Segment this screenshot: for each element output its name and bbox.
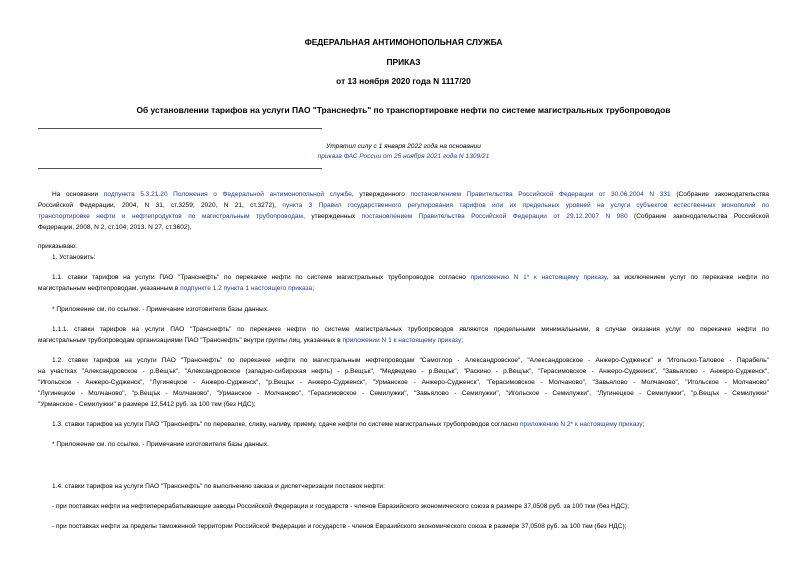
doc-title: Об установлении тарифов на услуги ПАО "Транснефть" по транспортировке нефти по системе магистральных трубопроводов <box>136 105 671 115</box>
footnote-1: * Приложение см. по ссылке. - Примечание изготовителя базы данных. <box>52 306 269 313</box>
order-word: приказываю: <box>38 243 77 250</box>
preamble-line-2: Российской Федерации, 2004, N 31, ст.3259; 2020, N 21, ст.3272), пункта 3 Правил государственного регулирования тарифов или их предельных уровней на услуги субъектов естественных монополий по <box>38 202 770 209</box>
footnote-2: * Приложение см. по ссылке. - Примечание изготовителя базы данных. <box>52 441 269 448</box>
revision-note: Утратил силу с 1 января 2022 года на основании <box>326 143 481 150</box>
revision-link[interactable]: приказа ФАС России от 25 ноября 2021 года N 1309/21 <box>317 153 490 160</box>
paragraph-1: 1. Установить: <box>52 254 96 261</box>
paragraph-1-1-line-1: 1.1. ставки тарифов на услуги ПАО "Транснефть" по перекачке нефти по системе магистральных трубопроводов согласно приложению N 1* к настоящему приказу, за исключением услуг по перекачке нефти по <box>52 274 770 281</box>
paragraph-1-2-line-3: "Игольское - Анжеро-Судженск", "Лугинецкое - Анжеро-Судженск", "р.Вещък - Анжеро-Судженск", "Урманское - Анжеро-Судженск", "Герасимовское - Молчаново", "Завьялово - Молчаново", "Игольское - Молчаново" <box>38 379 769 386</box>
paragraph-1-2-line-4: "Лугинецкое - Молчаново", "р.Вещък - Молчаново", "Урманское - Молчаново", "Герасимовское - Семилужки", "Завьялово - Семилужки", "Игольское - Семилужки", "Лугинецкое - Семилужки", "р.Вещък - Семилужки" <box>38 390 769 397</box>
link-gov-decree-980[interactable]: постановлением Правительства Российской Федерации от 29.12.2007 N 980 <box>361 213 628 220</box>
link-appendix-1[interactable]: приложению N 1* к настоящему приказу <box>470 274 607 281</box>
link-appendix-1-ref[interactable]: приложении N 1 к настоящему приказу <box>342 337 462 344</box>
preamble-line-4: Федерации, 2008, N 2, ст.104; 2013, N 27, ст.3602), <box>38 224 192 231</box>
paragraph-1-4: 1.4. ставки тарифов на услуги ПАО "Транснефть" по выполнению заказа и диспетчеризации поставок нефти: <box>52 483 385 490</box>
divider-bottom <box>38 168 322 169</box>
paragraph-1-1-line-2: магистральным нефтепроводам, указанным в подпункте 1.2 пункта 1 настоящего приказа; <box>38 285 315 292</box>
link-fas-regulation[interactable]: подпункта 5.3.21.20 Положения о Федеральной антимонопольной службе <box>103 191 352 198</box>
link-subpoint-1-2[interactable]: подпункте 1.2 пункта 1 настоящего приказа <box>180 285 313 292</box>
doc-date-number: от 13 ноября 2020 года N 1117/20 <box>336 76 471 86</box>
link-tariff-rules-cont[interactable]: транспортировке нефти и нефтепродуктов по магистральным трубопроводам <box>38 213 304 220</box>
link-appendix-2[interactable]: приложению N 2* к настоящему приказу <box>520 421 643 428</box>
divider-top <box>38 128 322 129</box>
paragraph-1-1-1-line-1: 1.1.1. ставки тарифов на услуги ПАО "Транснефть" по перекачке нефти по системе магистральных трубопроводов являются предельными минимальными, в случае оказания услуг по перекачке нефти по <box>52 326 769 333</box>
agency-name: ФЕДЕРАЛЬНАЯ АНТИМОНОПОЛЬНАЯ СЛУЖБА <box>304 37 503 47</box>
paragraph-1-2-line-5: "Урманское - Семилужки" в размере 12,5412 руб. за 100 ткм (без НДС); <box>38 401 256 408</box>
link-gov-decree-331[interactable]: постановлением Правительства Российской Федерации от 30.06.2004 N 331 <box>410 191 671 198</box>
bullet-1: - при поставках нефти на нефтеперерабатывающие заводы Российской Федерации и государств - членов Евразийского экономического союза в размере 37,0508 руб. за 100 ткм (без НДС); <box>52 503 629 510</box>
paragraph-1-2-line-2: на участках "Александровское - р.Вещък", "Александровское (западно-сибирская нефть) - р.Вещък", "Медведево - р.Вещък", "Раскино - р.Вещък", "Герасимовское - Анжеро-Судженск", "Завьялово - Анжеро-Судженск", <box>38 368 769 375</box>
preamble-line-1: На основании подпункта 5.3.21.20 Положения о Федеральной антимонопольной службе, утвержденного постановлением Правительства Российской Федерации от 30.06.2004 N 331 (Собрание законодательства <box>52 191 770 198</box>
paragraph-1-3: 1.3. ставки тарифов на услуги ПАО "Транснефть" по перевалке, сливу, наливу, приему, сдаче нефти по системе магистральных трубопроводов согласно приложению N 2* к настоящему приказу; <box>52 421 645 428</box>
preamble-line-3: транспортировке нефти и нефтепродуктов по магистральным трубопроводам, утвержденных постановлением Правительства Российской Федерации от 29.12.2007 N 980 (Собрание законодательства Российской <box>38 213 770 220</box>
bullet-2: - при поставках нефти за пределы таможенной территории Российской Федерации и государств - членов Евразийского экономического союза в размере 37,0508 руб. за 100 ткм (без НДС); <box>52 523 627 530</box>
doc-type: ПРИКАЗ <box>386 57 421 67</box>
revision-link-line <box>0 153 807 160</box>
paragraph-1-2-line-1: 1.2. ставки тарифов на услуги ПАО "Транснефть" по перекачке нефти по магистральным нефтепроводам "Самотлор - Александровское", "Александровское - Анжеро-Судженск" и "Игольско-Таловое - Парабель" <box>52 357 769 364</box>
paragraph-1-1-1-line-2: магистральным трубопроводам организациями ПАО "Транснефть" внутри группы лиц, указанных в приложении N 1 к настоящему приказу; <box>38 337 463 344</box>
link-tariff-rules[interactable]: пункта 3 Правил государственного регулирования тарифов или их предельных уровней на услуги субъектов естественных монополий по <box>282 202 770 209</box>
